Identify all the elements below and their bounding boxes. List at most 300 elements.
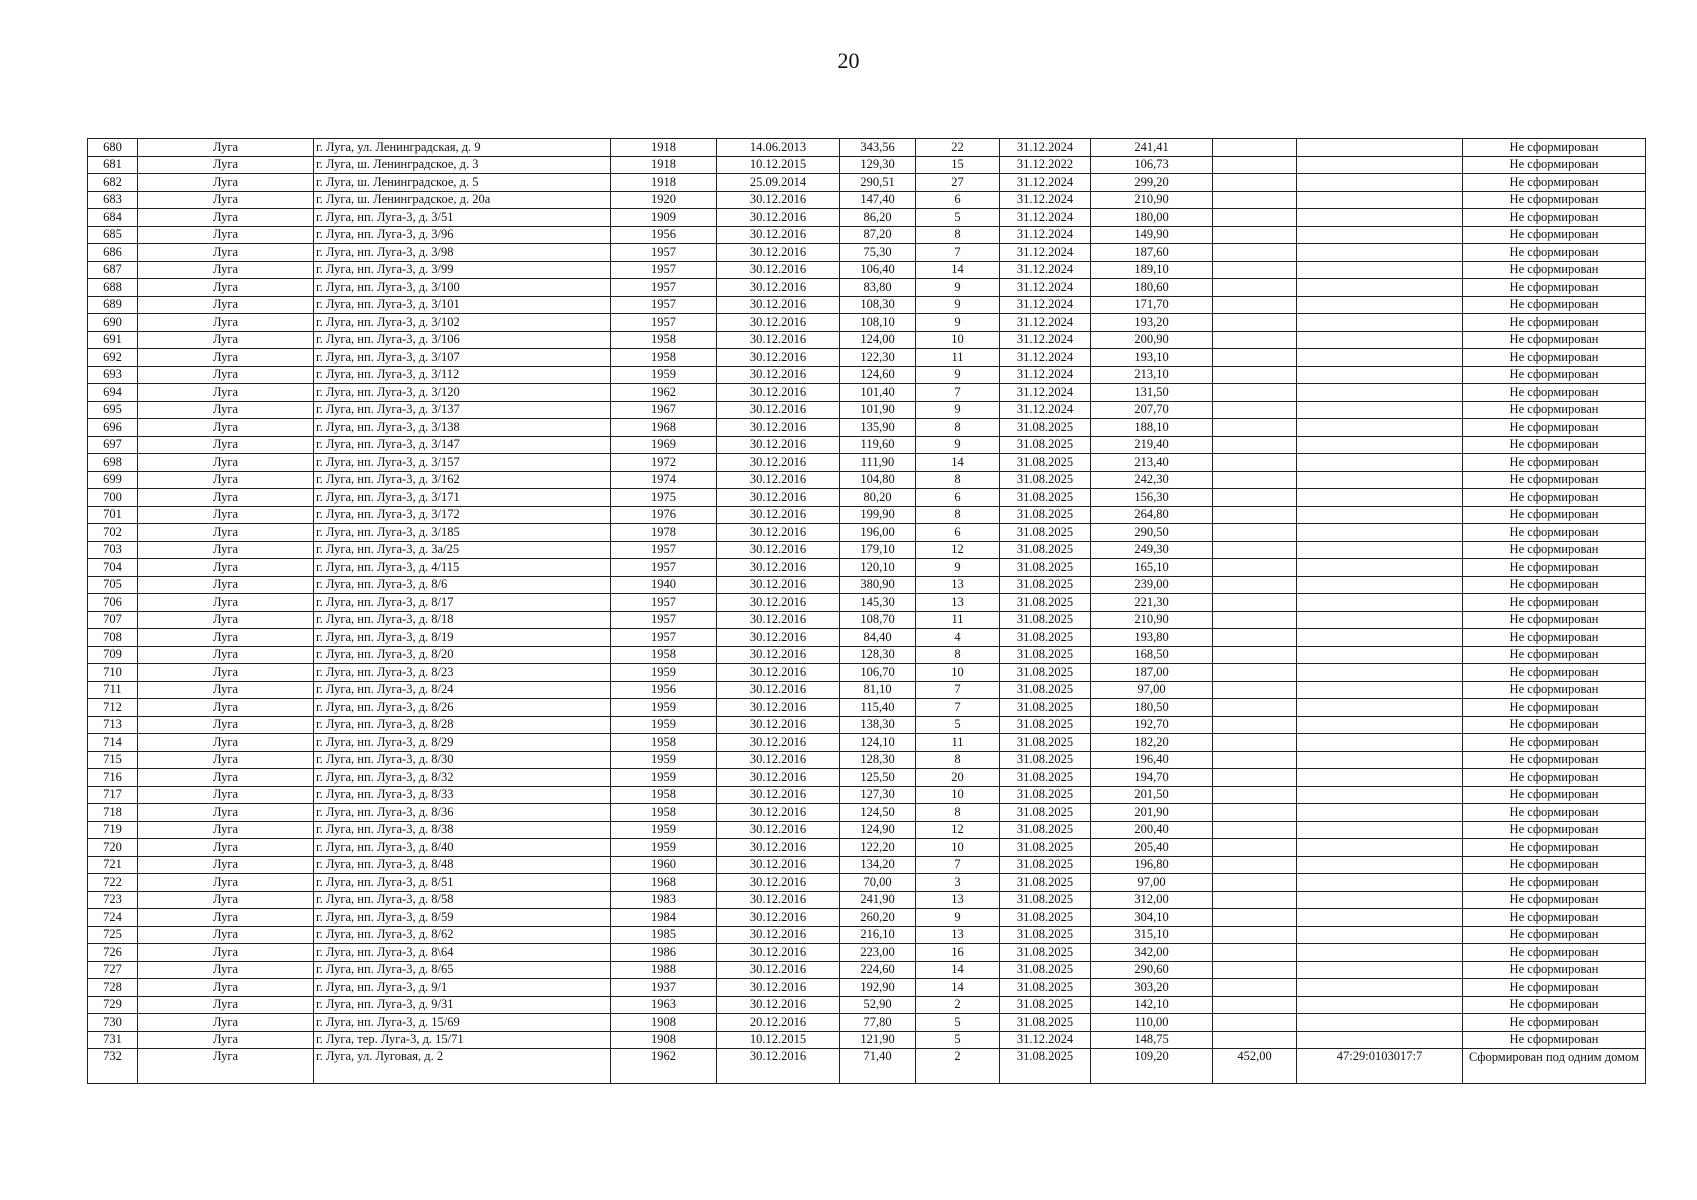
status-cell: Не сформирован (1463, 576, 1646, 594)
deadline-cell: 31.08.2025 (1000, 734, 1091, 752)
deadline-cell: 31.12.2024 (1000, 191, 1091, 209)
table-row (88, 524, 1646, 542)
value-cell: 193,10 (1091, 349, 1213, 367)
settlement-cell: Луга (138, 524, 314, 542)
settlement-cell: Луга (138, 734, 314, 752)
row-number-cell: 705 (88, 576, 138, 594)
value-cell: 182,20 (1091, 734, 1213, 752)
land-area-cell (1213, 576, 1297, 594)
value-cell: 180,60 (1091, 279, 1213, 297)
row-number-cell: 699 (88, 471, 138, 489)
deadline-cell: 31.08.2025 (1000, 699, 1091, 717)
settlement-cell: Луга (138, 611, 314, 629)
address-cell: г. Луга, нп. Луга-3, д. 8/20 (314, 646, 611, 664)
row-number-cell: 713 (88, 716, 138, 734)
value-cell: 210,90 (1091, 191, 1213, 209)
table-row (88, 471, 1646, 489)
row-number-cell: 687 (88, 261, 138, 279)
deadline-cell: 31.12.2024 (1000, 226, 1091, 244)
status-cell: Не сформирован (1463, 384, 1646, 402)
deadline-cell: 31.08.2025 (1000, 506, 1091, 524)
address-cell: г. Луга, нп. Луга-3, д. 3/147 (314, 436, 611, 454)
land-area-cell (1213, 769, 1297, 787)
table-row (88, 436, 1646, 454)
table-row (88, 244, 1646, 262)
status-cell: Не сформирован (1463, 769, 1646, 787)
count-cell: 12 (916, 541, 1000, 559)
table-row (88, 331, 1646, 349)
status-cell: Не сформирован (1463, 314, 1646, 332)
deadline-cell: 31.12.2024 (1000, 331, 1091, 349)
land-area-cell (1213, 366, 1297, 384)
land-area-cell (1213, 856, 1297, 874)
area-cell: 101,40 (840, 384, 916, 402)
date-cell: 30.12.2016 (717, 804, 840, 822)
address-cell: г. Луга, нп. Луга-3, д. 3/99 (314, 261, 611, 279)
table-row (88, 594, 1646, 612)
row-number-cell: 685 (88, 226, 138, 244)
table-row (88, 156, 1646, 174)
date-cell: 30.12.2016 (717, 471, 840, 489)
date-cell: 20.12.2016 (717, 1014, 840, 1032)
table-row (88, 716, 1646, 734)
cadastral-number-cell (1297, 296, 1463, 314)
year-built-cell: 1908 (611, 1014, 717, 1032)
status-cell: Не сформирован (1463, 419, 1646, 437)
settlement-cell: Луга (138, 436, 314, 454)
row-number-cell: 704 (88, 559, 138, 577)
status-cell: Не сформирован (1463, 699, 1646, 717)
value-cell: 148,75 (1091, 1031, 1213, 1049)
address-cell: г. Луга, ул. Ленинградская, д. 9 (314, 139, 611, 157)
count-cell: 7 (916, 244, 1000, 262)
table-row (88, 489, 1646, 507)
land-area-cell (1213, 751, 1297, 769)
date-cell: 30.12.2016 (717, 506, 840, 524)
status-cell: Не сформирован (1463, 471, 1646, 489)
status-cell: Не сформирован (1463, 664, 1646, 682)
status-cell: Не сформирован (1463, 891, 1646, 909)
address-cell: г. Луга, нп. Луга-3, д. 3/107 (314, 349, 611, 367)
settlement-cell: Луга (138, 769, 314, 787)
table-row (88, 541, 1646, 559)
count-cell: 4 (916, 629, 1000, 647)
count-cell: 9 (916, 436, 1000, 454)
year-built-cell: 1957 (611, 594, 717, 612)
cadastral-number-cell (1297, 471, 1463, 489)
table-row (88, 646, 1646, 664)
page-number: 20 (837, 48, 860, 73)
date-cell: 30.12.2016 (717, 331, 840, 349)
address-cell: г. Луга, нп. Луга-3, д. 8/36 (314, 804, 611, 822)
address-cell: г. Луга, нп. Луга-3, д. 9/1 (314, 979, 611, 997)
status-cell: Не сформирован (1463, 909, 1646, 927)
table-row (88, 226, 1646, 244)
land-area-cell (1213, 786, 1297, 804)
address-cell: г. Луга, ш. Ленинградское, д. 3 (314, 156, 611, 174)
area-cell: 120,10 (840, 559, 916, 577)
area-cell: 83,80 (840, 279, 916, 297)
cadastral-number-cell (1297, 804, 1463, 822)
cadastral-number-cell (1297, 419, 1463, 437)
cadastral-number-cell (1297, 734, 1463, 752)
deadline-cell: 31.08.2025 (1000, 1014, 1091, 1032)
address-cell: г. Луга, нп. Луга-3, д. 3/172 (314, 506, 611, 524)
table-row (88, 261, 1646, 279)
area-cell: 122,20 (840, 839, 916, 857)
cadastral-number-cell (1297, 786, 1463, 804)
count-cell: 9 (916, 559, 1000, 577)
row-number-cell: 718 (88, 804, 138, 822)
address-cell: г. Луга, ш. Ленинградское, д. 20а (314, 191, 611, 209)
cadastral-number-cell (1297, 611, 1463, 629)
settlement-cell: Луга (138, 594, 314, 612)
year-built-cell: 1959 (611, 769, 717, 787)
land-area-cell (1213, 979, 1297, 997)
land-area-cell (1213, 629, 1297, 647)
area-cell: 77,80 (840, 1014, 916, 1032)
row-number-cell: 689 (88, 296, 138, 314)
area-cell: 84,40 (840, 629, 916, 647)
count-cell: 27 (916, 174, 1000, 192)
settlement-cell: Луга (138, 384, 314, 402)
count-cell: 11 (916, 734, 1000, 752)
value-cell: 97,00 (1091, 681, 1213, 699)
date-cell: 30.12.2016 (717, 436, 840, 454)
year-built-cell: 1956 (611, 681, 717, 699)
settlement-cell: Луга (138, 856, 314, 874)
status-cell: Не сформирован (1463, 541, 1646, 559)
table-row (88, 821, 1646, 839)
count-cell: 8 (916, 471, 1000, 489)
deadline-cell: 31.12.2024 (1000, 314, 1091, 332)
value-cell: 290,50 (1091, 524, 1213, 542)
table-row (88, 349, 1646, 367)
cadastral-number-cell (1297, 226, 1463, 244)
value-cell: 241,41 (1091, 139, 1213, 157)
value-cell: 213,40 (1091, 454, 1213, 472)
settlement-cell: Луга (138, 366, 314, 384)
status-cell: Не сформирован (1463, 261, 1646, 279)
area-cell: 241,90 (840, 891, 916, 909)
table-row (88, 664, 1646, 682)
cadastral-number-cell (1297, 944, 1463, 962)
table-row (88, 296, 1646, 314)
date-cell: 30.12.2016 (717, 279, 840, 297)
count-cell: 14 (916, 454, 1000, 472)
status-cell: Не сформирован (1463, 646, 1646, 664)
status-cell: Не сформирован (1463, 821, 1646, 839)
value-cell: 106,73 (1091, 156, 1213, 174)
year-built-cell: 1959 (611, 839, 717, 857)
date-cell: 30.12.2016 (717, 961, 840, 979)
year-built-cell: 1957 (611, 261, 717, 279)
address-cell: г. Луга, нп. Луга-3, д. 3/100 (314, 279, 611, 297)
table-row (88, 314, 1646, 332)
date-cell: 30.12.2016 (717, 734, 840, 752)
settlement-cell: Луга (138, 891, 314, 909)
table-row (88, 874, 1646, 892)
settlement-cell: Луга (138, 576, 314, 594)
date-cell: 30.12.2016 (717, 1049, 840, 1084)
count-cell: 9 (916, 296, 1000, 314)
area-cell: 224,60 (840, 961, 916, 979)
land-area-cell (1213, 384, 1297, 402)
row-number-cell: 681 (88, 156, 138, 174)
deadline-cell: 31.08.2025 (1000, 891, 1091, 909)
cadastral-number-cell (1297, 244, 1463, 262)
row-number-cell: 692 (88, 349, 138, 367)
address-cell: г. Луга, нп. Луга-3, д. 8/19 (314, 629, 611, 647)
settlement-cell: Луга (138, 874, 314, 892)
date-cell: 30.12.2016 (717, 576, 840, 594)
count-cell: 14 (916, 261, 1000, 279)
value-cell: 194,70 (1091, 769, 1213, 787)
cadastral-number-cell (1297, 961, 1463, 979)
land-area-cell (1213, 821, 1297, 839)
settlement-cell: Луга (138, 174, 314, 192)
table-row (88, 454, 1646, 472)
count-cell: 3 (916, 874, 1000, 892)
count-cell: 22 (916, 139, 1000, 157)
land-area-cell (1213, 559, 1297, 577)
land-area-cell (1213, 314, 1297, 332)
year-built-cell: 1940 (611, 576, 717, 594)
deadline-cell: 31.08.2025 (1000, 944, 1091, 962)
row-number-cell: 690 (88, 314, 138, 332)
status-cell: Не сформирован (1463, 804, 1646, 822)
settlement-cell: Луга (138, 226, 314, 244)
count-cell: 10 (916, 786, 1000, 804)
date-cell: 30.12.2016 (717, 209, 840, 227)
date-cell: 30.12.2016 (717, 716, 840, 734)
date-cell: 30.12.2016 (717, 489, 840, 507)
area-cell: 124,50 (840, 804, 916, 822)
status-cell: Не сформирован (1463, 1031, 1646, 1049)
cadastral-number-cell (1297, 384, 1463, 402)
address-cell: г. Луга, нп. Луга-3, д. 8/23 (314, 664, 611, 682)
table-row (88, 856, 1646, 874)
table-row (88, 506, 1646, 524)
address-cell: г. Луга, тер. Луга-3, д. 15/71 (314, 1031, 611, 1049)
count-cell: 10 (916, 839, 1000, 857)
settlement-cell: Луга (138, 821, 314, 839)
deadline-cell: 31.08.2025 (1000, 751, 1091, 769)
housing-registry-table (87, 138, 1646, 1084)
land-area-cell (1213, 174, 1297, 192)
count-cell: 8 (916, 751, 1000, 769)
row-number-cell: 716 (88, 769, 138, 787)
year-built-cell: 1969 (611, 436, 717, 454)
count-cell: 14 (916, 979, 1000, 997)
deadline-cell: 31.08.2025 (1000, 961, 1091, 979)
date-cell: 30.12.2016 (717, 926, 840, 944)
area-cell: 121,90 (840, 1031, 916, 1049)
date-cell: 30.12.2016 (717, 524, 840, 542)
settlement-cell: Луга (138, 839, 314, 857)
year-built-cell: 1974 (611, 471, 717, 489)
land-area-cell (1213, 419, 1297, 437)
status-cell: Не сформирован (1463, 454, 1646, 472)
cadastral-number-cell (1297, 909, 1463, 927)
settlement-cell: Луга (138, 751, 314, 769)
status-cell: Не сформирован (1463, 559, 1646, 577)
year-built-cell: 1957 (611, 559, 717, 577)
status-cell: Не сформирован (1463, 926, 1646, 944)
row-number-cell: 702 (88, 524, 138, 542)
address-cell: г. Луга, нп. Луга-3, д. 8/24 (314, 681, 611, 699)
cadastral-number-cell (1297, 646, 1463, 664)
row-number-cell: 709 (88, 646, 138, 664)
row-number-cell: 703 (88, 541, 138, 559)
address-cell: г. Луга, нп. Луга-3, д. 8/58 (314, 891, 611, 909)
area-cell: 179,10 (840, 541, 916, 559)
count-cell: 9 (916, 314, 1000, 332)
date-cell: 30.12.2016 (717, 681, 840, 699)
value-cell: 196,80 (1091, 856, 1213, 874)
row-number-cell: 715 (88, 751, 138, 769)
settlement-cell: Луга (138, 349, 314, 367)
address-cell: г. Луга, нп. Луга-3, д. 3/102 (314, 314, 611, 332)
cadastral-number-cell (1297, 436, 1463, 454)
land-area-cell (1213, 296, 1297, 314)
address-cell: г. Луга, нп. Луга-3, д. 3/137 (314, 401, 611, 419)
deadline-cell: 31.08.2025 (1000, 804, 1091, 822)
land-area-cell (1213, 996, 1297, 1014)
status-cell: Не сформирован (1463, 244, 1646, 262)
area-cell: 70,00 (840, 874, 916, 892)
year-built-cell: 1967 (611, 401, 717, 419)
address-cell: г. Луга, нп. Луга-3, д. 3/162 (314, 471, 611, 489)
settlement-cell: Луга (138, 191, 314, 209)
status-cell: Не сформирован (1463, 979, 1646, 997)
count-cell: 10 (916, 664, 1000, 682)
deadline-cell: 31.08.2025 (1000, 576, 1091, 594)
deadline-cell: 31.08.2025 (1000, 471, 1091, 489)
status-cell: Не сформирован (1463, 156, 1646, 174)
row-number-cell: 731 (88, 1031, 138, 1049)
date-cell: 30.12.2016 (717, 769, 840, 787)
settlement-cell: Луга (138, 244, 314, 262)
count-cell: 16 (916, 944, 1000, 962)
value-cell: 249,30 (1091, 541, 1213, 559)
value-cell: 189,10 (1091, 261, 1213, 279)
status-cell: Не сформирован (1463, 401, 1646, 419)
row-number-cell: 680 (88, 139, 138, 157)
count-cell: 11 (916, 349, 1000, 367)
deadline-cell: 31.08.2025 (1000, 664, 1091, 682)
year-built-cell: 1957 (611, 541, 717, 559)
date-cell: 30.12.2016 (717, 419, 840, 437)
area-cell: 260,20 (840, 909, 916, 927)
count-cell: 13 (916, 891, 1000, 909)
deadline-cell: 31.12.2024 (1000, 209, 1091, 227)
table-row (88, 751, 1646, 769)
deadline-cell: 31.12.2024 (1000, 296, 1091, 314)
land-area-cell (1213, 1031, 1297, 1049)
land-area-cell (1213, 139, 1297, 157)
year-built-cell: 1918 (611, 156, 717, 174)
area-cell: 223,00 (840, 944, 916, 962)
cadastral-number-cell (1297, 716, 1463, 734)
address-cell: г. Луга, нп. Луга-3, д. 3/98 (314, 244, 611, 262)
year-built-cell: 1958 (611, 734, 717, 752)
value-cell: 193,20 (1091, 314, 1213, 332)
area-cell: 81,10 (840, 681, 916, 699)
address-cell: г. Луга, нп. Луга-3, д. 3/185 (314, 524, 611, 542)
date-cell: 30.12.2016 (717, 366, 840, 384)
date-cell: 30.12.2016 (717, 856, 840, 874)
year-built-cell: 1959 (611, 751, 717, 769)
table-row (88, 786, 1646, 804)
land-area-cell (1213, 261, 1297, 279)
year-built-cell: 1978 (611, 524, 717, 542)
settlement-cell: Луга (138, 559, 314, 577)
row-number-cell: 728 (88, 979, 138, 997)
value-cell: 290,60 (1091, 961, 1213, 979)
value-cell: 187,60 (1091, 244, 1213, 262)
row-number-cell: 706 (88, 594, 138, 612)
deadline-cell: 31.12.2024 (1000, 244, 1091, 262)
deadline-cell: 31.12.2024 (1000, 139, 1091, 157)
status-cell: Не сформирован (1463, 209, 1646, 227)
deadline-cell: 31.12.2024 (1000, 349, 1091, 367)
land-area-cell (1213, 331, 1297, 349)
table-row (88, 699, 1646, 717)
year-built-cell: 1960 (611, 856, 717, 874)
address-cell: г. Луга, нп. Луга-3, д. 8/62 (314, 926, 611, 944)
settlement-cell: Луга (138, 506, 314, 524)
count-cell: 5 (916, 1031, 1000, 1049)
cadastral-number-cell (1297, 751, 1463, 769)
year-built-cell: 1957 (611, 244, 717, 262)
cadastral-number-cell (1297, 821, 1463, 839)
value-cell: 213,10 (1091, 366, 1213, 384)
land-area-cell (1213, 524, 1297, 542)
area-cell: 104,80 (840, 471, 916, 489)
row-number-cell: 684 (88, 209, 138, 227)
cadastral-number-cell (1297, 594, 1463, 612)
cadastral-number-cell (1297, 629, 1463, 647)
value-cell: 315,10 (1091, 926, 1213, 944)
row-number-cell: 696 (88, 419, 138, 437)
settlement-cell: Луга (138, 979, 314, 997)
land-area-cell (1213, 244, 1297, 262)
deadline-cell: 31.08.2025 (1000, 436, 1091, 454)
settlement-cell: Луга (138, 541, 314, 559)
date-cell: 30.12.2016 (717, 891, 840, 909)
deadline-cell: 31.08.2025 (1000, 489, 1091, 507)
value-cell: 201,50 (1091, 786, 1213, 804)
year-built-cell: 1958 (611, 804, 717, 822)
address-cell: г. Луга, нп. Луга-3, д. 3/157 (314, 454, 611, 472)
area-cell: 199,90 (840, 506, 916, 524)
count-cell: 7 (916, 681, 1000, 699)
status-cell: Не сформирован (1463, 961, 1646, 979)
address-cell: г. Луга, нп. Луга-3, д. 8/26 (314, 699, 611, 717)
address-cell: г. Луга, нп. Луга-3, д. 8/17 (314, 594, 611, 612)
year-built-cell: 1985 (611, 926, 717, 944)
status-cell: Не сформирован (1463, 139, 1646, 157)
table-row (88, 734, 1646, 752)
area-cell: 343,56 (840, 139, 916, 157)
land-area-cell (1213, 209, 1297, 227)
deadline-cell: 31.12.2024 (1000, 384, 1091, 402)
cadastral-number-cell (1297, 891, 1463, 909)
status-cell: Не сформирован (1463, 681, 1646, 699)
deadline-cell: 31.08.2025 (1000, 541, 1091, 559)
count-cell: 7 (916, 699, 1000, 717)
